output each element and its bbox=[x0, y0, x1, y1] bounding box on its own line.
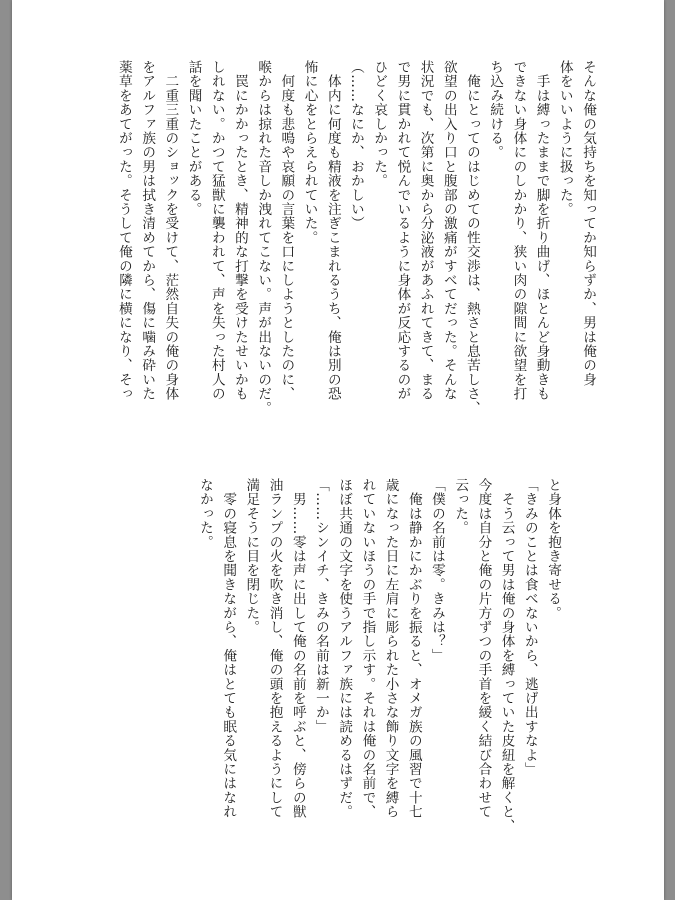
text-line: をアルファ族の男は拭き清めてから、傷に噛み砕いた bbox=[139, 60, 156, 401]
text-line: 満足そうに目を閉じた。 bbox=[243, 478, 260, 635]
text-line: 「……シンイチ、きみの名前は新一か」 bbox=[312, 478, 329, 734]
text-line: 体をいいように扱った。 bbox=[556, 60, 573, 217]
text-line: 体内に何度も精液を注ぎこまれるうち、俺は別の恐 bbox=[324, 60, 341, 401]
text-line: 俺にとってのはじめての性交渉は、熱さと息苦しさ、 bbox=[463, 60, 480, 415]
text-line: 喉からは掠れた音しか洩れてこない。声が出ないのだ。 bbox=[255, 60, 272, 415]
text-line: ち込み続ける。 bbox=[487, 60, 504, 160]
text-line: れていないほうの手で指し示す。それは俺の名前で、 bbox=[359, 478, 376, 819]
text-line: なかった。 bbox=[196, 478, 213, 549]
text-line: ほぼ共通の文字を使うアルファ族には読めるはずだ。 bbox=[336, 478, 353, 819]
text-line: 云った。 bbox=[452, 478, 469, 535]
text-block-lower bbox=[193, 478, 564, 898]
text-line: 欲望の出入り口と腹部の激痛がすべてだった。そんな bbox=[440, 60, 457, 401]
text-line: 手は縛ったままで脚を折り曲げ、ほとんど身動きも bbox=[533, 60, 550, 401]
text-line: 「きみのことは食べないから、逃げ出すなよ」 bbox=[521, 478, 538, 777]
text-line: 状況でも、次第に奥から分泌液があふれてきて、まる bbox=[417, 60, 434, 401]
text-block-upper bbox=[112, 60, 599, 480]
text-line: ひどく哀しかった。 bbox=[371, 60, 388, 188]
text-line: 二重三重のショックを受けて、茫然自失の俺の身体 bbox=[162, 60, 179, 401]
text-line: 歳になった日に左肩に彫られた小さな飾り文字を縛ら bbox=[382, 478, 399, 819]
text-line: 薬草をあてがった。そうして俺の隣に横になり、そっ bbox=[115, 60, 132, 401]
text-line: しれない。かつて猛獣に襲われて、声を失った村人の bbox=[208, 60, 225, 401]
text-line: 何度も悲鳴や哀願の言葉を口にしようとしたのに、 bbox=[278, 60, 295, 401]
text-line: 怖に心をとらえられていた。 bbox=[301, 60, 318, 245]
text-line: 今度は自分と俺の片方ずつの手首を緩く結び合わせて bbox=[475, 478, 492, 819]
text-line: そう云って男は俺の身体を縛っていた皮紐を解くと、 bbox=[498, 478, 515, 833]
text-line: 零の寝息を聞きながら、俺はとても眠る気にはなれ bbox=[220, 478, 237, 819]
text-line: と身体を抱き寄せる。 bbox=[545, 478, 561, 620]
text-line: 「僕の名前は零。きみは？」 bbox=[428, 478, 445, 663]
text-line: （……なにか、おかしい） bbox=[347, 60, 364, 231]
text-line: 俺は静かにかぶりを振ると、オメガ族の風習で十七 bbox=[405, 478, 422, 819]
text-line: で男に貫かれて悦んでいるように身体が反応するのが bbox=[394, 60, 411, 401]
text-line: 男……零は声に出して俺の名前を呼ぶと、傍らの獣 bbox=[289, 478, 306, 819]
text-line: できない身体にのしかかり、狭い肉の隙間に欲望を打 bbox=[510, 60, 527, 401]
text-line: そんな俺の気持ちを知ってか知らずか、男は俺の身 bbox=[580, 60, 596, 387]
text-line: 話を聞いたことがある。 bbox=[185, 60, 202, 217]
book-page bbox=[12, 0, 664, 900]
text-line: 罠にかかったとき、精神的な打撃を受けたせいかも bbox=[231, 60, 248, 401]
text-line: 油ランプの火を吹き消し、俺の頭を抱えるようにして bbox=[266, 478, 283, 819]
